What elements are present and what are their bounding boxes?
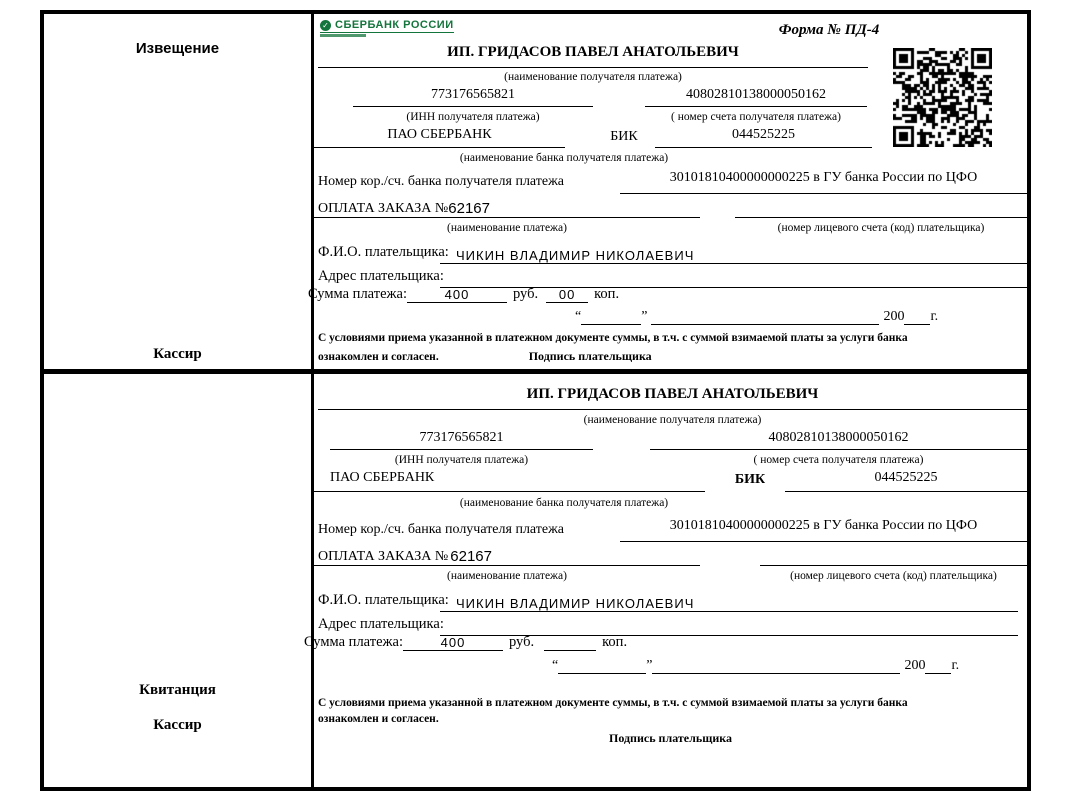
payee-bank-name: ПАО СБЕРБАНК (314, 127, 565, 148)
purpose-caption: (наименование платежа) (447, 222, 567, 234)
payee-name-caption-receipt: (наименование получателя платежа) (583, 414, 762, 426)
bik-value: 044525225 (655, 127, 872, 148)
payee-inn-caption-receipt: (ИНН получателя платежа) (394, 454, 529, 466)
payment-form-pd4 (40, 10, 1031, 791)
rub-label: руб. (513, 286, 539, 302)
date-row-receipt (552, 658, 959, 674)
payee-account-caption-receipt: ( номер счета получателя платежа) (753, 454, 924, 466)
payment-purpose-line-receipt (314, 544, 700, 566)
payer-fio-line-receipt (440, 588, 1018, 612)
sum-label: Сумма платежа: (308, 286, 407, 302)
agreement-line2-receipt: ознакомлен и согласен. (318, 713, 439, 725)
cashier-label-bottom: Кассир (153, 717, 202, 733)
rub-label-receipt: руб. (509, 634, 535, 650)
agreement-line2: ознакомлен и согласен. (318, 351, 439, 363)
payee-inn-caption: (ИНН получателя платежа) (406, 111, 540, 123)
open-quote: “ (575, 309, 582, 324)
sum-rub-value: 400 (407, 287, 507, 303)
kop-label-receipt: коп. (602, 634, 628, 650)
bik-label-receipt: БИК (734, 472, 766, 487)
personal-account-caption: (номер лицевого счета (код) плательщика) (777, 222, 985, 234)
corr-account-value-receipt: 30101810400000000225 в ГУ банка России по ЦФО (620, 518, 1027, 542)
payer-fio-line (440, 240, 1027, 264)
open-quote-receipt: “ (552, 658, 559, 673)
form-number: Форма № ПД-4 (778, 22, 880, 38)
agreement-line1: С условиями приема указанной в платежном документе суммы, в т.ч. с суммой взимаемой платы за услуги банка (318, 332, 908, 344)
payee-account-caption: ( номер счета получателя платежа) (671, 111, 841, 123)
payee-name: ИП. ГРИДАСОВ ПАВЕЛ АНАТОЛЬЕВИЧ (318, 44, 868, 68)
sum-rub-value-receipt: 400 (403, 635, 503, 651)
payee-inn-value: 773176565821 (353, 87, 593, 107)
personal-account-line-receipt (760, 544, 1027, 566)
notice-label: Извещение (135, 40, 220, 57)
payer-fio-value-receipt: ЧИКИН ВЛАДИМИР НИКОЛАЕВИЧ (456, 596, 695, 611)
payment-purpose-label-receipt: ОПЛАТА ЗАКАЗА № (318, 549, 449, 564)
purpose-caption-receipt: (наименование платежа) (447, 570, 567, 582)
payment-purpose-label: ОПЛАТА ЗАКАЗА № (318, 201, 449, 216)
sberbank-tagline-bar (320, 34, 366, 37)
agreement-line1-receipt: С условиями приема указанной в платежном документе суммы, в т.ч. с суммой взимаемой платы за услуги банка (318, 697, 908, 709)
sum-label-receipt: Сумма платежа: (304, 634, 403, 650)
signature-label-top: Подпись плательщика (528, 349, 652, 363)
payee-bank-name-receipt: ПАО СБЕРБАНК (314, 470, 705, 492)
payer-fio-value: ЧИКИН ВЛАДИМИР НИКОЛАЕВИЧ (456, 248, 695, 263)
corr-account-label: Номер кор./сч. банка получателя платежа (318, 174, 564, 189)
sum-kop-value: 00 (546, 287, 588, 303)
close-quote-receipt: ” (646, 658, 653, 673)
payee-name-receipt: ИП. ГРИДАСОВ ПАВЕЛ АНАТОЛЬЕВИЧ (318, 386, 1027, 410)
bik-label: БИК (610, 129, 638, 144)
receipt-label: Квитанция (139, 682, 216, 698)
personal-account-line (735, 196, 1027, 218)
sum-kop-value-receipt (544, 650, 596, 651)
date-day-line (581, 309, 641, 325)
payer-address-line (440, 264, 1027, 288)
sberbank-logo-text: СБЕРБАНК РОССИИ (335, 19, 454, 31)
date-row (575, 309, 938, 325)
payee-account-value-receipt: 40802810138000050162 (650, 430, 1027, 450)
close-quote: ” (641, 309, 648, 324)
payer-address-label: Адрес плательщика: (318, 268, 444, 284)
bik-value-receipt: 044525225 (785, 470, 1027, 492)
sberbank-logo-icon: ✓ (320, 20, 331, 31)
payer-fio-label: Ф.И.О. плательщика: (318, 244, 449, 260)
year-prefix-receipt: 200 (904, 658, 926, 673)
payee-account-value: 40802810138000050162 (645, 87, 867, 107)
kop-label: коп. (594, 286, 620, 302)
payee-bank-caption: (наименование банка получателя платежа) (459, 152, 669, 164)
payee-bank-caption-receipt: (наименование банка получателя платежа) (459, 497, 669, 509)
corr-account-label-receipt: Номер кор./сч. банка получателя платежа (318, 522, 564, 537)
payer-address-label-receipt: Адрес плательщика: (318, 616, 444, 632)
payer-fio-label-receipt: Ф.И.О. плательщика: (318, 592, 449, 608)
personal-account-caption-receipt: (номер лицевого счета (код) плательщика) (790, 570, 997, 582)
year-suffix-receipt: г. (951, 658, 960, 673)
corr-account-value: 30101810400000000225 в ГУ банка России по ЦФО (620, 170, 1027, 194)
year-line-receipt (925, 658, 951, 674)
year-suffix: г. (930, 309, 939, 324)
order-number-value: 62167 (448, 200, 490, 217)
agreement-line2-row (318, 347, 652, 365)
section-divider-line (44, 369, 1027, 374)
date-month-line-receipt (652, 658, 900, 674)
payee-name-caption: (наименование получателя платежа) (504, 71, 682, 83)
date-day-line-receipt (558, 658, 646, 674)
payment-sum-row (308, 286, 619, 303)
qr-code (893, 48, 992, 147)
sberbank-logo (320, 19, 454, 37)
payee-inn-value-receipt: 773176565821 (330, 430, 593, 450)
order-number-value-receipt: 62167 (450, 548, 492, 565)
payment-purpose-line (314, 196, 700, 218)
cashier-label-top: Кассир (153, 346, 202, 362)
year-line (904, 309, 930, 325)
date-month-line (651, 309, 879, 325)
payment-sum-row-receipt (304, 634, 627, 651)
signature-label-receipt: Подпись плательщика (609, 731, 732, 745)
payer-address-line-receipt (440, 612, 1018, 636)
year-prefix: 200 (883, 309, 905, 324)
